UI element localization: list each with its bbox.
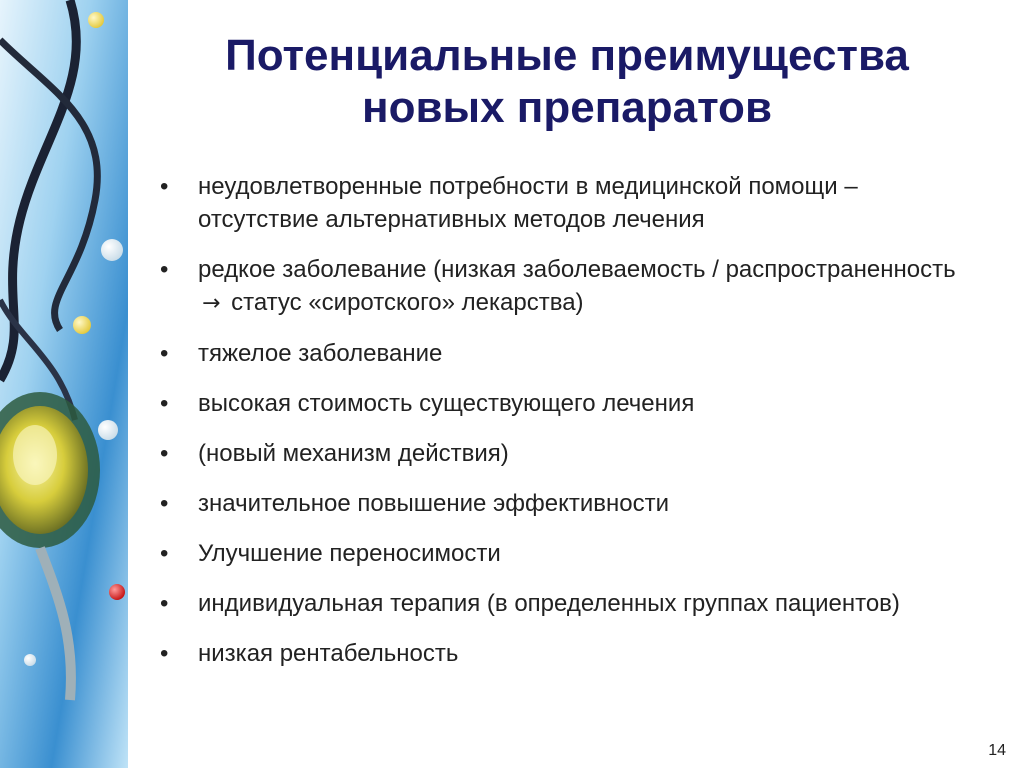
bullet-text: (новый механизм действия) [198,440,509,467]
bullet-dot-icon: • [160,640,169,667]
bullet-list [160,170,980,687]
bullet-item [160,487,980,520]
bullet-item [160,637,980,670]
bullet-item [160,537,980,570]
title-line-2: новых препаратов [362,83,772,132]
bullet-item [160,170,980,236]
bullet-dot-icon: • [160,256,169,283]
bullet-text: неудовлетворенные потребности в медицинской помощи – отсутствие альтернативных методов лечения [198,173,858,233]
bullet-item [160,587,980,620]
bullet-dot-icon: • [160,440,169,467]
page-number: 14 [988,742,1006,759]
bullet-text: индивидуальная терапия (в определенных группах пациентов) [198,590,900,617]
bullet-text-before-arrow: редкое заболевание (низкая заболеваемость / распространенность [198,256,956,283]
bullet-text-after-arrow: статус «сиротского» лекарства) [231,289,584,316]
bullet-dot-icon: • [160,490,169,517]
title-line-1: Потенциальные преимущества [225,31,909,80]
right-arrow-icon: → [202,291,221,316]
bullet-dot-icon: • [160,540,169,567]
bullet-text: низкая рентабельность [198,640,459,667]
bullet-item [160,253,980,320]
bullet-dot-icon: • [160,173,169,200]
bullet-item [160,337,980,370]
bullet-dot-icon: • [160,340,169,367]
bullet-item [160,437,980,470]
bullet-dot-icon: • [160,590,169,617]
bullet-text: значительное повышение эффективности [198,490,670,517]
bullet-item [160,387,980,420]
bullet-dot-icon: • [160,390,169,417]
bullet-text: Улучшение переносимости [198,540,501,567]
bullet-text: тяжелое заболевание [198,340,443,367]
bullet-text: высокая стоимость существующего лечения [198,390,695,417]
stethoscope-pills-decoration [0,0,128,768]
slide-title [150,30,984,134]
